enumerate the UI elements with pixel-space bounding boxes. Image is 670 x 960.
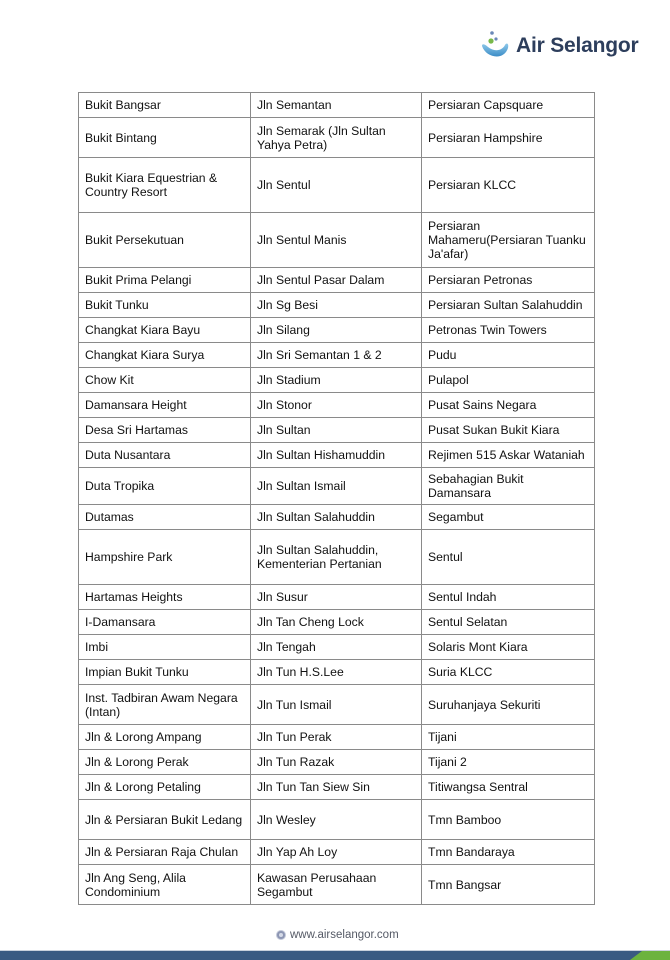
landmark-cell: Petronas Twin Towers (422, 318, 595, 343)
road-cell: Jln Semarak (Jln Sultan Yahya Petra) (251, 118, 422, 158)
landmark-cell: Persiaran Hampshire (422, 118, 595, 158)
road-cell: Jln Sultan Hishamuddin (251, 443, 422, 468)
landmark-cell: Suria KLCC (422, 660, 595, 685)
table-row (79, 443, 595, 468)
road-cell: Jln Yap Ah Loy (251, 840, 422, 865)
road-cell: Jln Tun Perak (251, 725, 422, 750)
road-cell: Jln Sg Besi (251, 293, 422, 318)
landmark-cell: Persiaran Sultan Salahuddin (422, 293, 595, 318)
road-cell: Jln Wesley (251, 800, 422, 840)
landmark-cell: Persiaran Mahameru(Persiaran Tuanku Ja'afar) (422, 213, 595, 268)
road-cell: Jln Sultan (251, 418, 422, 443)
road-cell: Jln Semantan (251, 93, 422, 118)
footer-bar (0, 950, 670, 960)
area-cell: Jln & Persiaran Raja Chulan (79, 840, 251, 865)
road-cell: Jln Sri Semantan 1 & 2 (251, 343, 422, 368)
landmark-cell: Sentul Selatan (422, 610, 595, 635)
area-cell: Imbi (79, 635, 251, 660)
road-cell: Kawasan Perusahaan Segambut (251, 865, 422, 905)
road-cell: Jln Sultan Salahuddin, Kementerian Pertanian (251, 530, 422, 585)
area-cell: Duta Nusantara (79, 443, 251, 468)
area-cell: Jln & Lorong Perak (79, 750, 251, 775)
area-list-table (78, 92, 595, 905)
landmark-cell: Persiaran Petronas (422, 268, 595, 293)
landmark-cell: Tijani 2 (422, 750, 595, 775)
landmark-cell: Pusat Sains Negara (422, 393, 595, 418)
area-cell: Jln & Lorong Petaling (79, 775, 251, 800)
table-row (79, 93, 595, 118)
road-cell: Jln Tun H.S.Lee (251, 660, 422, 685)
area-cell: Bukit Prima Pelangi (79, 268, 251, 293)
table-row (79, 750, 595, 775)
table-row (79, 800, 595, 840)
brand-name: Air Selangor (516, 34, 639, 57)
table-row (79, 660, 595, 685)
table-row (79, 368, 595, 393)
area-cell: Desa Sri Hartamas (79, 418, 251, 443)
road-cell: Jln Tengah (251, 635, 422, 660)
footer-website[interactable] (276, 929, 399, 941)
landmark-cell: Suruhanjaya Sekuriti (422, 685, 595, 725)
road-cell: Jln Sentul Manis (251, 213, 422, 268)
table-row (79, 530, 595, 585)
landmark-cell: Tmn Bangsar (422, 865, 595, 905)
table-row (79, 468, 595, 505)
table-row (79, 393, 595, 418)
area-cell: Jln & Persiaran Bukit Ledang (79, 800, 251, 840)
table-row (79, 610, 595, 635)
road-cell: Jln Tun Razak (251, 750, 422, 775)
table-row (79, 118, 595, 158)
area-cell: Dutamas (79, 505, 251, 530)
area-cell: Inst. Tadbiran Awam Negara (Intan) (79, 685, 251, 725)
road-cell: Jln Tun Ismail (251, 685, 422, 725)
landmark-cell: Pudu (422, 343, 595, 368)
road-cell: Jln Stadium (251, 368, 422, 393)
landmark-cell: Persiaran Capsquare (422, 93, 595, 118)
landmark-cell: Sentul (422, 530, 595, 585)
landmark-cell: Pulapol (422, 368, 595, 393)
table-row (79, 840, 595, 865)
area-cell: Bukit Tunku (79, 293, 251, 318)
landmark-cell: Tmn Bandaraya (422, 840, 595, 865)
table-row (79, 635, 595, 660)
landmark-cell: Pusat Sukan Bukit Kiara (422, 418, 595, 443)
landmark-cell: Tijani (422, 725, 595, 750)
landmark-cell: Sentul Indah (422, 585, 595, 610)
road-cell: Jln Tun Tan Siew Sin (251, 775, 422, 800)
landmark-cell: Segambut (422, 505, 595, 530)
table-row (79, 685, 595, 725)
footer-url-text[interactable]: www.airselangor.com (290, 929, 399, 941)
table-row (79, 213, 595, 268)
table-row (79, 268, 595, 293)
area-cell: Jln Ang Seng, Alila Condominium (79, 865, 251, 905)
area-cell: I-Damansara (79, 610, 251, 635)
table-row (79, 775, 595, 800)
road-cell: Jln Tan Cheng Lock (251, 610, 422, 635)
area-cell: Impian Bukit Tunku (79, 660, 251, 685)
road-cell: Jln Silang (251, 318, 422, 343)
road-cell: Jln Sultan Salahuddin (251, 505, 422, 530)
area-cell: Chow Kit (79, 368, 251, 393)
area-cell: Bukit Bintang (79, 118, 251, 158)
landmark-cell: Rejimen 515 Askar Wataniah (422, 443, 595, 468)
road-cell: Jln Susur (251, 585, 422, 610)
area-cell: Damansara Height (79, 393, 251, 418)
landmark-cell: Persiaran KLCC (422, 158, 595, 213)
area-cell: Duta Tropika (79, 468, 251, 505)
table-row (79, 158, 595, 213)
air-selangor-logo (478, 28, 638, 64)
area-cell: Bukit Kiara Equestrian & Country Resort (79, 158, 251, 213)
area-cell: Changkat Kiara Bayu (79, 318, 251, 343)
landmark-cell: Solaris Mont Kiara (422, 635, 595, 660)
landmark-cell: Sebahagian Bukit Damansara (422, 468, 595, 505)
area-cell: Changkat Kiara Surya (79, 343, 251, 368)
table-row (79, 343, 595, 368)
road-cell: Jln Sentul Pasar Dalam (251, 268, 422, 293)
water-drop-logo-icon (478, 28, 512, 64)
table-row (79, 418, 595, 443)
road-cell: Jln Sentul (251, 158, 422, 213)
table-row (79, 505, 595, 530)
road-cell: Jln Stonor (251, 393, 422, 418)
globe-icon (276, 930, 286, 940)
table-row (79, 585, 595, 610)
area-cell: Hartamas Heights (79, 585, 251, 610)
landmark-cell: Tmn Bamboo (422, 800, 595, 840)
table-row (79, 865, 595, 905)
area-cell: Bukit Bangsar (79, 93, 251, 118)
area-cell: Hampshire Park (79, 530, 251, 585)
area-cell: Jln & Lorong Ampang (79, 725, 251, 750)
table-row (79, 725, 595, 750)
road-cell: Jln Sultan Ismail (251, 468, 422, 505)
area-cell: Bukit Persekutuan (79, 213, 251, 268)
table-row (79, 318, 595, 343)
table-row (79, 293, 595, 318)
landmark-cell: Titiwangsa Sentral (422, 775, 595, 800)
